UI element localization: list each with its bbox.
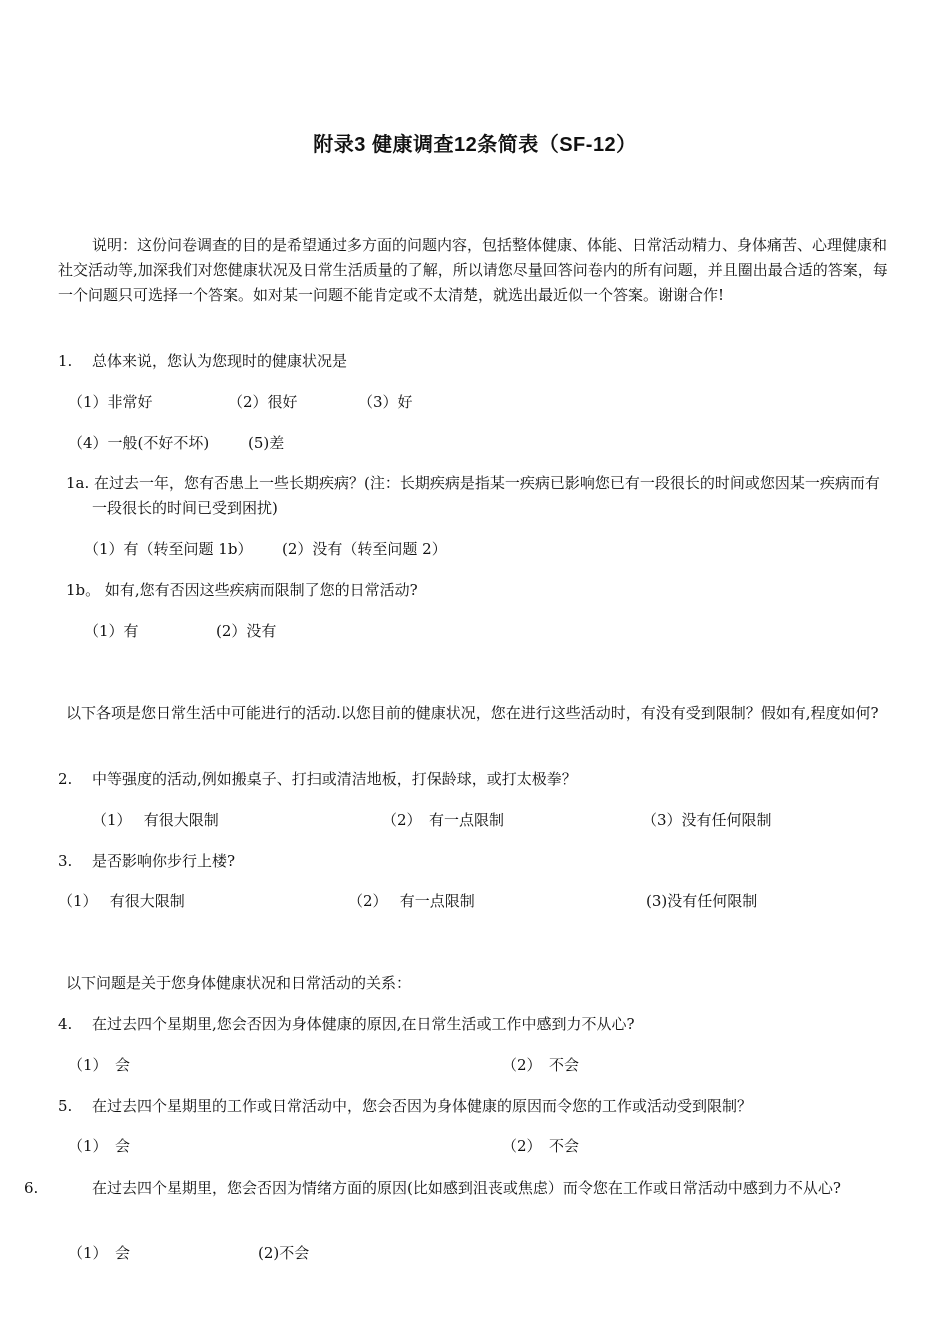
- question-1: [58, 350, 347, 371]
- question-number: 4.: [58, 1015, 73, 1033]
- question-1a: 1a. 在过去一年，您有否患上一些长期疾病？(注：长期疾病是指某一疾病已影响您已有一段很长的时间或您因某一疾病而有一段很长的时间已受到困扰): [66, 474, 880, 517]
- q3-option-3[interactable]: (3)没有任何限制: [646, 892, 758, 910]
- page-title: 附录3 健康调查12条简表（SF-12）: [313, 134, 637, 156]
- question-3: [58, 850, 235, 871]
- q1-option-5[interactable]: (5)差: [248, 434, 285, 452]
- q3-option-2[interactable]: （2） 有一点限制: [348, 892, 475, 910]
- q2-option-1[interactable]: （1） 有很大限制: [92, 811, 219, 829]
- question-number: 1.: [58, 352, 73, 370]
- q5-option-2[interactable]: （2） 不会: [502, 1137, 580, 1155]
- question-6: [24, 1176, 892, 1201]
- q1a-option-1[interactable]: （1）有（转至问题 1b）: [84, 540, 253, 558]
- question-number: 6.: [24, 1179, 39, 1197]
- question-text: 是否影响你步行上楼?: [92, 852, 236, 870]
- q6-option-1[interactable]: （1） 会: [68, 1244, 131, 1262]
- q1-option-3[interactable]: （3）好: [358, 393, 413, 411]
- q1b-option-1[interactable]: （1）有: [84, 622, 139, 640]
- q1-option-2[interactable]: （2）很好: [228, 393, 298, 411]
- section-instruction: 以下问题是关于您身体健康状况和日常活动的关系：: [66, 974, 412, 992]
- q1-option-4[interactable]: （4）一般(不好不坏): [68, 434, 210, 452]
- q2-option-3[interactable]: （3）没有任何限制: [642, 811, 772, 829]
- question-number: 5.: [58, 1097, 73, 1115]
- section-instruction: 以下各项是您日常生活中可能进行的活动.以您目前的健康状况，您在进行这些活动时，有没有受到限制？假如有,程度如何?: [66, 704, 879, 722]
- question-number: 2.: [58, 770, 73, 788]
- q6-option-2[interactable]: (2)不会: [258, 1244, 310, 1262]
- q1-option-1[interactable]: （1）非常好: [68, 393, 153, 411]
- question-text: 在过去四个星期里，您会否因为情绪方面的原因(比如感到沮丧或焦虑）而令您在工作或日常活动中感到力不从心?: [92, 1179, 841, 1197]
- question-1b: 1b。 如有,您有否因这些疾病而限制了您的日常活动?: [66, 581, 418, 599]
- question-text: 总体来说，您认为您现时的健康状况是: [92, 352, 348, 370]
- q1a-option-2[interactable]: (2）没有（转至问题 2）: [282, 540, 447, 558]
- question-4: [58, 1013, 635, 1034]
- q3-option-1[interactable]: （1） 有很大限制: [58, 892, 185, 910]
- question-text: 在过去四个星期里,您会否因为身体健康的原因,在日常生活或工作中感到力不从心?: [92, 1015, 635, 1033]
- intro-paragraph: 说明：这份问卷调查的目的是希望通过多方面的问题内容，包括整体健康、体能、日常活动精力、身体痛苦、心理健康和社交活动等,加深我们对您健康状况及日常生活质量的了解，所以请您尽量回答问卷内的所有问题，并且圈出最合适的答案，每一个问题只可选择一个答案。如对某一问题不能肯定或不太清楚，就选出最近似一个答案。谢谢合作!: [58, 236, 888, 304]
- q1b-option-2[interactable]: (2）没有: [216, 622, 277, 640]
- question-text: 中等强度的活动,例如搬桌子、打扫或清洁地板，打保龄球，或打太极拳？: [92, 770, 577, 788]
- question-2: [58, 768, 577, 789]
- question-number: 3.: [58, 852, 73, 870]
- question-5: [58, 1095, 752, 1116]
- q4-option-1[interactable]: （1） 会: [68, 1056, 131, 1074]
- q5-option-1[interactable]: （1） 会: [68, 1137, 131, 1155]
- question-text: 在过去四个星期里的工作或日常活动中，您会否因为身体健康的原因而令您的工作或活动受到限制？: [92, 1097, 753, 1115]
- q4-option-2[interactable]: （2） 不会: [502, 1056, 580, 1074]
- q2-option-2[interactable]: （2） 有一点限制: [382, 811, 505, 829]
